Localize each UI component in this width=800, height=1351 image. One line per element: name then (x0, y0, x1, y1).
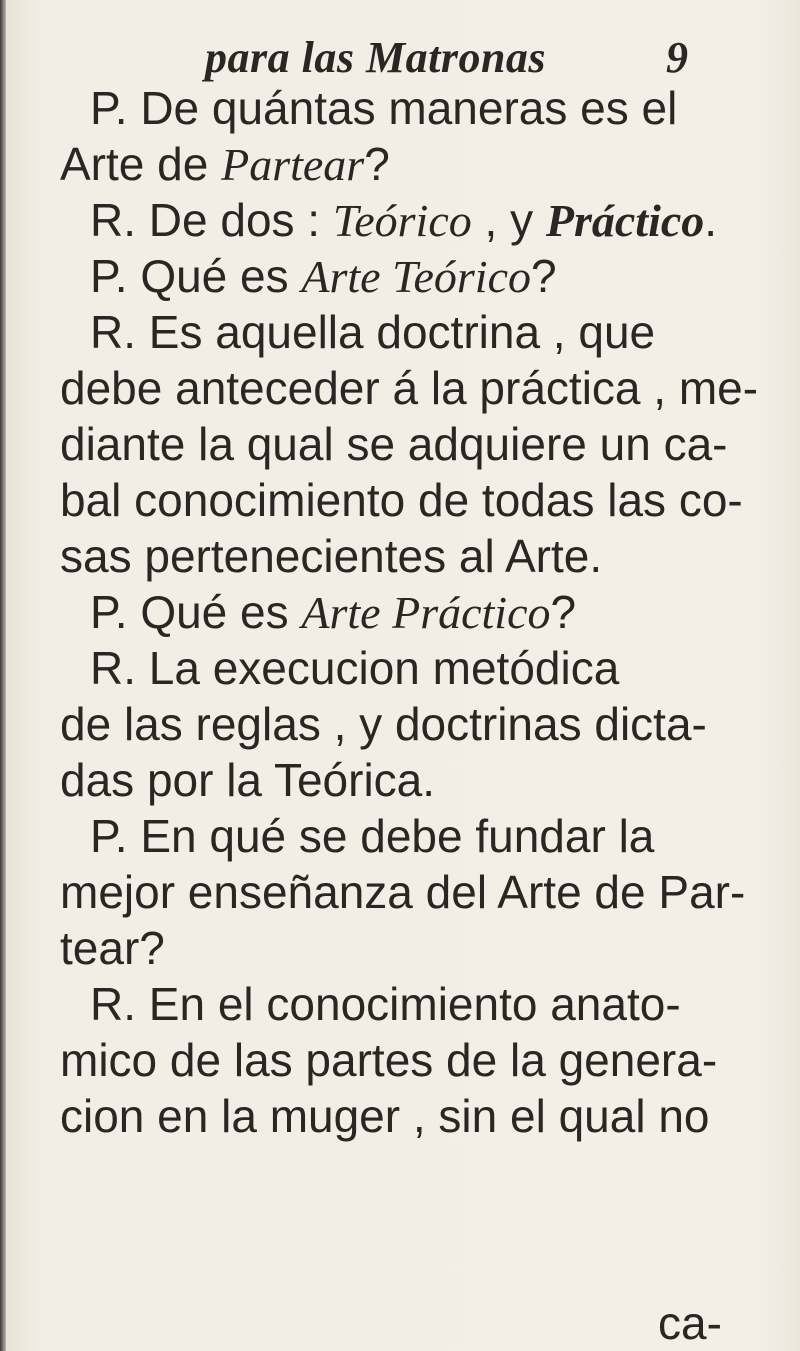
text-line: das por la Teórica. (60, 754, 436, 806)
running-title: para las Matronas (205, 33, 547, 82)
text-line: tear? (60, 922, 165, 974)
term-practico: Práctico (545, 195, 705, 246)
text-line: R. Es aquella doctrina , que (90, 306, 656, 358)
catchword: ca- (658, 1297, 722, 1349)
page-number: 9 (666, 33, 688, 82)
text-line: diante la qual se adquiere un ca- (60, 418, 728, 470)
text-line: P. Qué es Arte Práctico? (90, 586, 577, 638)
text-line: R. La execucion metódica (90, 642, 620, 694)
text-line: R. En el conocimiento anato- (90, 978, 681, 1030)
term-partear: Partear (221, 139, 365, 190)
text-line: debe anteceder á la práctica , me- (60, 362, 759, 414)
text-line: P. Qué es Arte Teórico? (90, 250, 557, 302)
text-line: de las reglas , y doctrinas dicta- (60, 698, 707, 750)
term-arte-teorico: Arte Teórico (301, 251, 531, 302)
term-arte-practico: Arte Práctico (301, 587, 551, 638)
book-spine-edge (0, 0, 6, 1351)
text-line: P. En qué se debe fundar la (90, 810, 655, 862)
text-line: sas pertenecientes al Arte. (60, 530, 603, 582)
page-header (0, 28, 800, 88)
text-line: Arte de Partear? (60, 138, 390, 190)
text-line: R. De dos : Teórico , y Práctico. (90, 194, 718, 246)
text-line: cion en la muger , sin el qual no (60, 1090, 710, 1142)
text-line: bal conocimiento de todas las co- (60, 474, 743, 526)
text-line: mico de las partes de la genera- (60, 1034, 718, 1086)
text-line: P. De quántas maneras es el (90, 82, 678, 134)
text-line: mejor enseñanza del Arte de Par- (60, 866, 746, 918)
term-teorico: Teórico (332, 195, 472, 246)
